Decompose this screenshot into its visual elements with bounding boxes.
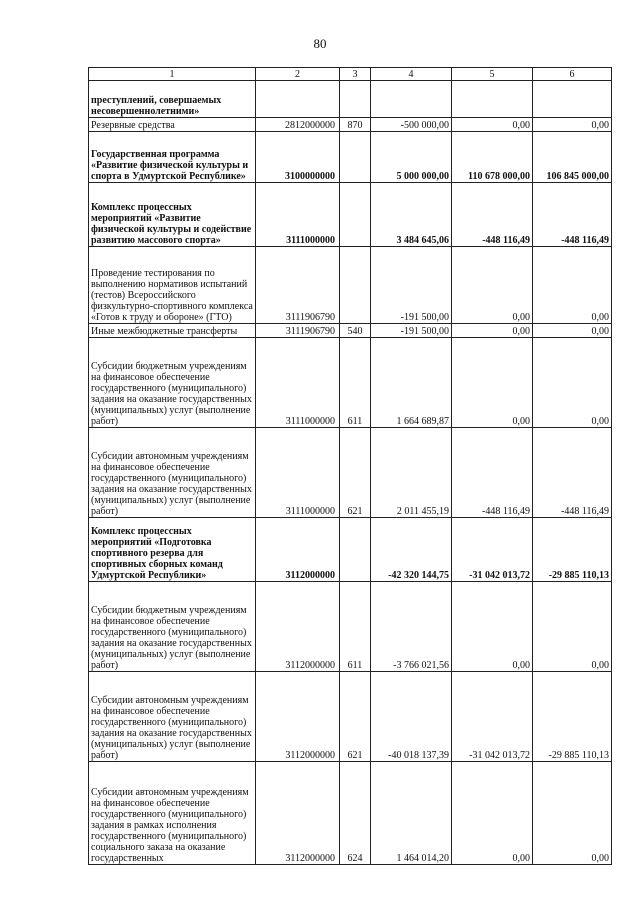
table-row: [89, 428, 612, 518]
row-amount-col5: -448 116,49: [452, 183, 533, 247]
row-name: Субсидии автономным учреждениям на финансовое обеспечение государственного (муниципального) задания на оказание государственных (муниципальных) услуг (выполнение работ): [89, 428, 256, 518]
row-name: Резервные средства: [89, 118, 256, 132]
row-amount-col5: 0,00: [452, 324, 533, 338]
row-amount-col6: 0,00: [533, 118, 612, 132]
table-row: [89, 132, 612, 183]
row-amount-col6: -29 885 110,13: [533, 518, 612, 582]
row-amount-col4: 1 664 689,87: [371, 338, 452, 428]
row-amount-col4: [371, 81, 452, 118]
row-amount-col6: 0,00: [533, 324, 612, 338]
row-expense-type: 540: [340, 324, 371, 338]
row-name: Субсидии бюджетным учреждениям на финансовое обеспечение государственного (муниципального) задания на оказание государственных (муниципальных) услуг (выполнение работ): [89, 582, 256, 672]
row-code: 3112000000: [256, 582, 340, 672]
row-name: Субсидии автономным учреждениям на финансовое обеспечение государственного (муниципального) задания в рамках исполнения государственного (муниципального) социального заказа на оказание государственных: [89, 762, 256, 865]
row-expense-type: 611: [340, 582, 371, 672]
row-amount-col5: 0,00: [452, 247, 533, 324]
row-amount-col6: 0,00: [533, 762, 612, 865]
budget-table: [88, 67, 612, 865]
row-code: 3111906790: [256, 324, 340, 338]
row-amount-col6: 106 845 000,00: [533, 132, 612, 183]
row-amount-col5: -31 042 013,72: [452, 518, 533, 582]
row-code: 3111000000: [256, 183, 340, 247]
row-expense-type: [340, 518, 371, 582]
row-name: Иные межбюджетные трансферты: [89, 324, 256, 338]
row-amount-col5: 0,00: [452, 582, 533, 672]
row-amount-col4: 1 464 014,20: [371, 762, 452, 865]
row-code: 3100000000: [256, 132, 340, 183]
row-amount-col6: -29 885 110,13: [533, 672, 612, 762]
row-amount-col5: [452, 81, 533, 118]
row-amount-col5: 110 678 000,00: [452, 132, 533, 183]
column-header-4: 4: [371, 68, 452, 81]
row-amount-col4: -191 500,00: [371, 247, 452, 324]
row-expense-type: [340, 247, 371, 324]
table-row: [89, 762, 612, 865]
row-amount-col4: -500 000,00: [371, 118, 452, 132]
row-code: 3112000000: [256, 518, 340, 582]
row-expense-type: 870: [340, 118, 371, 132]
row-name: Комплекс процессных мероприятий «Развитие физической культуры и содействие развитию массового спорта»: [89, 183, 256, 247]
row-amount-col4: -191 500,00: [371, 324, 452, 338]
row-amount-col6: [533, 81, 612, 118]
row-code: 3112000000: [256, 672, 340, 762]
row-name: Проведение тестирования по выполнению нормативов испытаний (тестов) Всероссийского физкультурно-спортивного комплекса «Готов к труду и обороне» (ГТО): [89, 247, 256, 324]
row-code: 2812000000: [256, 118, 340, 132]
row-amount-col4: 2 011 455,19: [371, 428, 452, 518]
row-amount-col6: -448 116,49: [533, 183, 612, 247]
row-name: Субсидии автономным учреждениям на финансовое обеспечение государственного (муниципального) задания на оказание государственных (муниципальных) услуг (выполнение работ): [89, 672, 256, 762]
table-header-row: [89, 68, 612, 81]
row-amount-col4: -3 766 021,56: [371, 582, 452, 672]
column-header-3: 3: [340, 68, 371, 81]
row-amount-col6: 0,00: [533, 247, 612, 324]
table-row: [89, 81, 612, 118]
row-code: 3111906790: [256, 247, 340, 324]
row-code: 3111000000: [256, 338, 340, 428]
page-number: 80: [313, 36, 327, 51]
row-code: [256, 81, 340, 118]
row-amount-col5: 0,00: [452, 762, 533, 865]
row-amount-col6: 0,00: [533, 582, 612, 672]
row-code: 3111000000: [256, 428, 340, 518]
column-header-1: 1: [89, 68, 256, 81]
row-code: 3112000000: [256, 762, 340, 865]
row-amount-col5: -448 116,49: [452, 428, 533, 518]
row-amount-col6: 0,00: [533, 338, 612, 428]
row-expense-type: 624: [340, 762, 371, 865]
table-row: [89, 324, 612, 338]
row-amount-col5: -31 042 013,72: [452, 672, 533, 762]
row-expense-type: [340, 81, 371, 118]
row-amount-col5: 0,00: [452, 338, 533, 428]
row-name: Комплекс процессных мероприятий «Подготовка спортивного резерва для спортивных сборных команд Удмуртской Республики»: [89, 518, 256, 582]
row-expense-type: [340, 183, 371, 247]
table-row: [89, 118, 612, 132]
table-row: [89, 582, 612, 672]
table-row: [89, 518, 612, 582]
row-expense-type: 611: [340, 338, 371, 428]
row-amount-col4: 5 000 000,00: [371, 132, 452, 183]
row-amount-col4: 3 484 645,06: [371, 183, 452, 247]
table-row: [89, 338, 612, 428]
row-amount-col4: -42 320 144,75: [371, 518, 452, 582]
row-amount-col5: 0,00: [452, 118, 533, 132]
row-expense-type: [340, 132, 371, 183]
table-row: [89, 247, 612, 324]
row-expense-type: 621: [340, 428, 371, 518]
column-header-6: 6: [533, 68, 612, 81]
table-row: [89, 672, 612, 762]
row-expense-type: 621: [340, 672, 371, 762]
column-header-5: 5: [452, 68, 533, 81]
row-name: преступлений, совершаемых несовершеннолетними»: [89, 81, 256, 118]
row-amount-col6: -448 116,49: [533, 428, 612, 518]
table-row: [89, 183, 612, 247]
row-name: Государственная программа «Развитие физической культуры и спорта в Удмуртской Республике»: [89, 132, 256, 183]
row-name: Субсидии бюджетным учреждениям на финансовое обеспечение государственного (муниципального) задания на оказание государственных (муниципальных) услуг (выполнение работ): [89, 338, 256, 428]
column-header-2: 2: [256, 68, 340, 81]
row-amount-col4: -40 018 137,39: [371, 672, 452, 762]
